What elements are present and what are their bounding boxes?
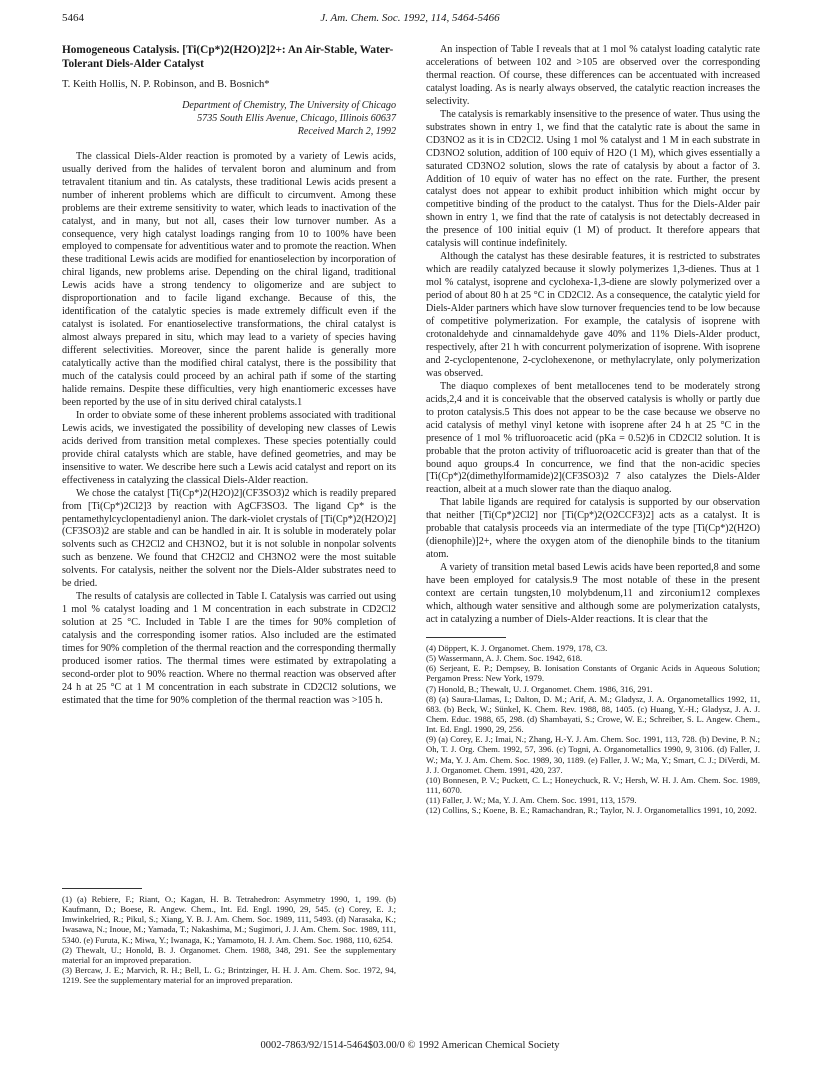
article-authors: T. Keith Hollis, N. P. Robinson, and B. Bosnich*	[62, 79, 270, 90]
page-footer: 0002-7863/92/1514-5464$03.00/0 © 1992 American Chemical Society	[260, 1040, 560, 1051]
body-paragraph: The diaquo complexes of bent metallocenes tend to be moderately strong acids,2,4 and it is conceivable that the observed catalysis is wholly or partly due to proton catalysis.5 This does not appear to be the case because we observe no acid catalysis of methyl vinyl ketone with isoprene after 24 h at 25 °C in the presence of 1 mol % trifluoroacetic acid (pKa = 0.52)6 in CD2Cl2 solution. It is probable that the proton activity of trifluoroacetic acid is greater than that of the bound aquo groups.4 In concurrence, we find that the non-acidic species [Ti(Cp*)2(dimethylformamide)2](CF3SO3)2 7 also catalyzes the Diels-Alder reaction, albeit at a much slower rate than the diaquo analog.	[426, 380, 760, 496]
left-column	[62, 44, 396, 986]
right-column	[426, 44, 760, 816]
body-paragraph: That labile ligands are required for catalysis is supported by our observation that neither [Ti(Cp*)2Cl2] nor [Ti(Cp*)2(O2CCF3)2] acts as a catalyst. It is probable that catalysis proceeds via an intermediate of the type [Ti(Cp*)2(H2O)(dienophile)]2+, where the oxygen atom of the dienophile binds to the titanium atom.	[426, 497, 760, 561]
footnote: (6) Serjeant, E. P.; Dempsey, B. Ionisation Constants of Organic Acids in Aqueous Solution; Pergamon Press: New York, 1979.	[426, 663, 760, 684]
running-header	[62, 12, 758, 28]
footnote: (12) Collins, S.; Koene, B. E.; Ramachandran, R.; Taylor, N. J. Organometallics 1991, 10, 2092.	[426, 805, 757, 816]
footnote: (5) Wassermann, A. J. Chem. Soc. 1942, 618.	[426, 653, 583, 664]
received-date: Received March 2, 1992	[297, 125, 396, 137]
affiliation-line-2: 5735 South Ellis Avenue, Chicago, Illinois 60637	[197, 112, 396, 124]
footnote-rule	[426, 637, 506, 638]
affiliation-line-1: Department of Chemistry, The University of Chicago	[182, 99, 396, 111]
footnote: (4) Döppert, K. J. Organomet. Chem. 1979, 178, C3.	[426, 642, 608, 653]
body-paragraph: A variety of transition metal based Lewis acids have been reported,8 and some have been employed for catalysis.9 The most notable of these in the present context are certain tungsten,10 molybdenum,11 and zirconium12 complexes which, although water sensitive and although some are polymerization catalysts, act in catalyzing a number of Diels-Alder reactions. It is clear that the	[426, 562, 760, 625]
body-paragraph: The catalysis is remarkably insensitive to the presence of water. Thus using the substrates shown in entry 1, we find that the catalytic rate is about the same in CD3NO2 as it is in CD2Cl2. Using 1 mol % catalyst and 1 M in each substrate in CD3NO2 solution, addition of 100 equiv of H2O (1 M), which gives essentially a saturated CD3NO2 solution, slows the rate of catalysis by about a factor of 3. Addition of 10 equiv of water has no effect on the rate. Further, the present catalyst does not appear to exhibit product inhibition which might occur by competitive binding of the product to the catalyst. Thus for the Diels-Alder pair shown in entry 1, we find that the rate of catalysis is not detectably decreased in the presence of 100 initial equiv (1 M) of product. It therefore appears that catalysis will continue indefinitely.	[426, 108, 760, 250]
footnote: (11) Faller, J. W.; Ma, Y. J. Am. Chem. Soc. 1991, 113, 1579.	[426, 795, 637, 806]
footnote: (8) (a) Saura-Llamas, I.; Dalton, D. M.; Arif, A. M.; Gladysz, J. A. Organometallics 1992, 11, 683. (b) Beck, W.; Sünkel, K. Chem. Rev. 1988, 88, 1405. (c) Huang, Y.-H.; Gladysz, J. A. J. Chem. Educ. 1988, 65, 298. (d) Shambayati, S.; Crowe, W. E.; Schreiber, S. L. Angew. Chem., Int. Ed. Engl. 1990, 29, 256.	[426, 693, 760, 735]
body-paragraph: Although the catalyst has these desirable features, it is restricted to substrates which are readily catalyzed because it slowly polymerizes 1,3-dienes. Thus at 1 mol % catalyst, isoprene and cyclohexa-1,3-diene are slowly polymerized over a period of about 80 h at 25 °C in CD2Cl2. As a consequence, the catalytic yield for Diels-Alder partners which have slow turnover frequencies tend to be low because of competitive polymerization. For example, the catalysis of isoprene with crotonaldehyde and cinnamaldehyde gave 40% and 11% Diels-Alder product, respectively, after 21 h with concurrent polymerization of isoprene. With isoprene and 2-cyclopentenone, 2-cyclohexenone, or methylacrylate, only polymerization was observed.	[426, 251, 760, 379]
footnote: (9) (a) Corey, E. J.; Imai, N.; Zhang, H.-Y. J. Am. Chem. Soc. 1991, 113, 728. (b) Devine, P. N.; Oh, T. J. Org. Chem. 1992, 57, 396. (c) Togni, A. Organometallics 1990, 9, 3106. (d) Faller, J. W.; Ma, Y. J. Am. Chem. Soc. 1989, 30, 1189. (e) Faller, J. W.; Ma, Y.; Smart, C. J.; DiVerdi, M. J. J. Organomet. Chem. 1991, 420, 237.	[426, 734, 760, 775]
footnote: (7) Honold, B.; Thewalt, U. J. Organomet. Chem. 1986, 316, 291.	[426, 683, 653, 694]
footnote: (3) Bercaw, J. E.; Marvich, R. H.; Bell, L. G.; Brintzinger, H. H. J. Am. Chem. Soc. 1972, 94, 1219. See the supplementary material for an improved preparation.	[62, 965, 396, 986]
left-footnotes	[62, 878, 396, 985]
footnote: (2) Thewalt, U.; Honold, B. J. Organomet. Chem. 1988, 348, 291. See the supplementary material for an improved preparation.	[62, 944, 396, 965]
article-title: Homogeneous Catalysis. [Ti(Cp*)2(H2O)2]2+: An Air-Stable, Water-Tolerant Diels-Alder Catalyst	[62, 44, 394, 70]
page-number: 5464	[62, 12, 84, 24]
footnote: (1) (a) Rebiere, F.; Riant, O.; Kagan, H. B. Tetrahedron: Asymmetry 1990, 1, 199. (b) Kaufmann, D.; Boese, R. Angew. Chem., Int. Ed. Engl. 1990, 29, 545. (c) Corey, E. J.; Imwinkelried, R.; Pikul, S.; Xiang, Y. B. J. Am. Chem. Soc. 1989, 111, 5493. (d) Narasaka, K.; Iwasawa, N.; Inoue, M.; Yamada, T.; Nakashima, M.; Sugimori, J. J. Am. Chem. Soc. 1989, 111, 5340. (e) Furuta, K.; Miwa, Y.; Iwanaga, K.; Yamamoto, H. J. Am. Chem. Soc. 1988, 110, 6254.	[62, 894, 396, 945]
body-paragraph: We chose the catalyst [Ti(Cp*)2(H2O)2](CF3SO3)2 which is readily prepared from [Ti(Cp*)2Cl2]3 by reaction with AgCF3SO3. The ligand Cp* is the pentamethylcyclopentadienyl anion. The dark-violet crystals of [Ti(Cp*)2(H2O)2](CF3SO3)2 are stable and can be handled in air. It is soluble in moderately polar solvents such as CH2Cl2 and CH3NO2, but it is not soluble in nonpolar solvents such as benzene. We found that CH2Cl2 and CH3NO2 were the most suitable solvents. For catalysis, neither the solvent nor the Diels-Alder substrates need to be dried.	[62, 487, 396, 590]
footnote-rule	[62, 888, 142, 889]
body-paragraph: The classical Diels-Alder reaction is promoted by a variety of Lewis acids, usually derived from the halides of tervalent boron and aluminum and from tetravalent titanium and tin. As catalysts, these traditional Lewis acids present a number of inherent problems which are difficult to circumvent. Among these problems are their extreme sensitivity to water, which leads to inactivation of the catalyst, and in many, but not all, cases their low turnover number. As a consequence, very high catalyst loadings ranging from 10 to 100% have been employed to compensate for adventitious water and to promote the reaction. When these traditional Lewis acids are modified for enantioselection by incorporation of chiral ligands, new problems arise. Depending on the chiral ligand, traditional Lewis acids have a strong tendency to oligomerize and are subject to disproportionation and to facile ligand exchange. Because of this, the identification of the catalytic species is made extremely difficult even if the catalyst is isolated. For enantioselective transformations, the chiral catalyst is almost always prepared in situ, which may lead to a variety of species having different selectivities. Moreover, since the parent halide is generally more catalytically active than the modified chiral catalyst, there is the possibility that much of the catalysis could proceed by an achiral path if some of the starting halide remains. Despite these difficulties, very high enantiomeric excesses have been reported by the use of in situ derived chiral catalysts.1	[62, 150, 396, 408]
journal-citation: J. Am. Chem. Soc. 1992, 114, 5464-5466	[320, 12, 500, 24]
footnote: (10) Bonnesen, P. V.; Puckett, C. L.; Honeychuck, R. V.; Hersh, W. H. J. Am. Chem. Soc. 1989, 111, 6070.	[426, 774, 760, 796]
body-paragraph: An inspection of Table I reveals that at 1 mol % catalyst loading catalytic rate accelerations of between 102 and >105 are observed over the corresponding thermal reaction. Of course, these differences can be accentuated with increased catalyst loading. As is nearly always observed, the catalytic reaction increases the selectivity.	[426, 44, 760, 107]
body-paragraph: In order to obviate some of these inherent problems associated with traditional Lewis acids, we investigated the possibility of developing new classes of Lewis acids derived from transition metal complexes. These species potentially could provide chiral catalysts which are stable, have defined geometries, and may be insensitive to water. We describe here such a Lewis acid catalyst and report on its effectiveness in catalyzing the classical Diels-Alder reaction.	[62, 409, 396, 486]
body-paragraph: The results of catalysis are collected in Table I. Catalysis was carried out using 1 mol % catalyst loading and 1 M concentration in each substrate in CD2Cl2 solution at 25 °C. Included in Table I are the times for 90% completion of catalysis and the corresponding isomer ratios. Also included are the estimated times for 90% completion of the thermal reaction and the corresponding thermally produced isomer ratios. The thermal times were estimated by extrapolating a second-order plot to 90% reaction. Where no thermal reaction was observed after 24 h at 25 °C at 1 M concentration in each substrate in CD2Cl2 solutions, we estimated that the time for 90% completion of the thermal reaction was >105 h.	[62, 591, 396, 706]
